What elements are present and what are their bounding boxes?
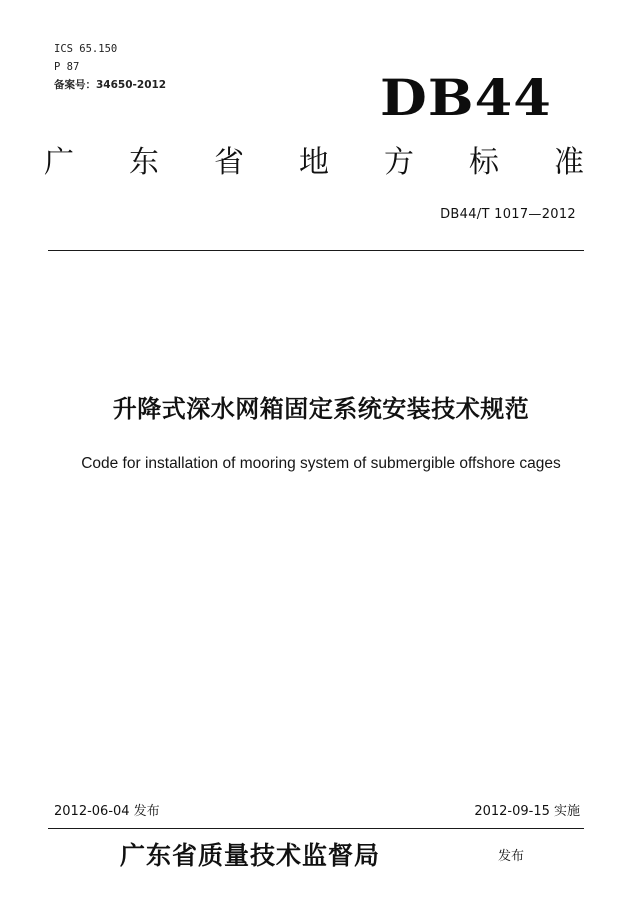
standard-title-char: 准 xyxy=(554,145,584,180)
standard-title-char: 地 xyxy=(299,145,329,180)
standard-title-char: 标 xyxy=(469,145,499,180)
implementation-date: 2012-09-15 实施 xyxy=(474,804,580,819)
filing-number: 备案号：34650-2012 xyxy=(54,79,167,91)
standard-number: DB44/T 1017—2012 xyxy=(440,207,576,222)
standard-title-char: 省 xyxy=(214,145,244,180)
footer-divider xyxy=(48,828,584,829)
standard-title-char: 方 xyxy=(384,145,414,180)
document-title-en: Code for installation of mooring system of submergible offshore cages xyxy=(81,455,561,472)
standard-title-char: 广 xyxy=(44,145,74,180)
release-date: 2012-06-04 发布 xyxy=(54,804,160,819)
ics-code: ICS 65.150 xyxy=(54,43,118,55)
issued-label: 发布 xyxy=(498,849,525,864)
db44-logo: DB44 xyxy=(380,68,552,127)
category-code: P 87 xyxy=(54,61,80,73)
standard-type-title xyxy=(44,143,584,183)
issuing-authority: 广东省质量技术监督局 xyxy=(120,841,381,870)
document-title-zh: 升降式深水网箱固定系统安装技术规范 xyxy=(112,395,530,423)
standard-title-char: 东 xyxy=(129,145,159,180)
header-divider xyxy=(48,250,584,251)
